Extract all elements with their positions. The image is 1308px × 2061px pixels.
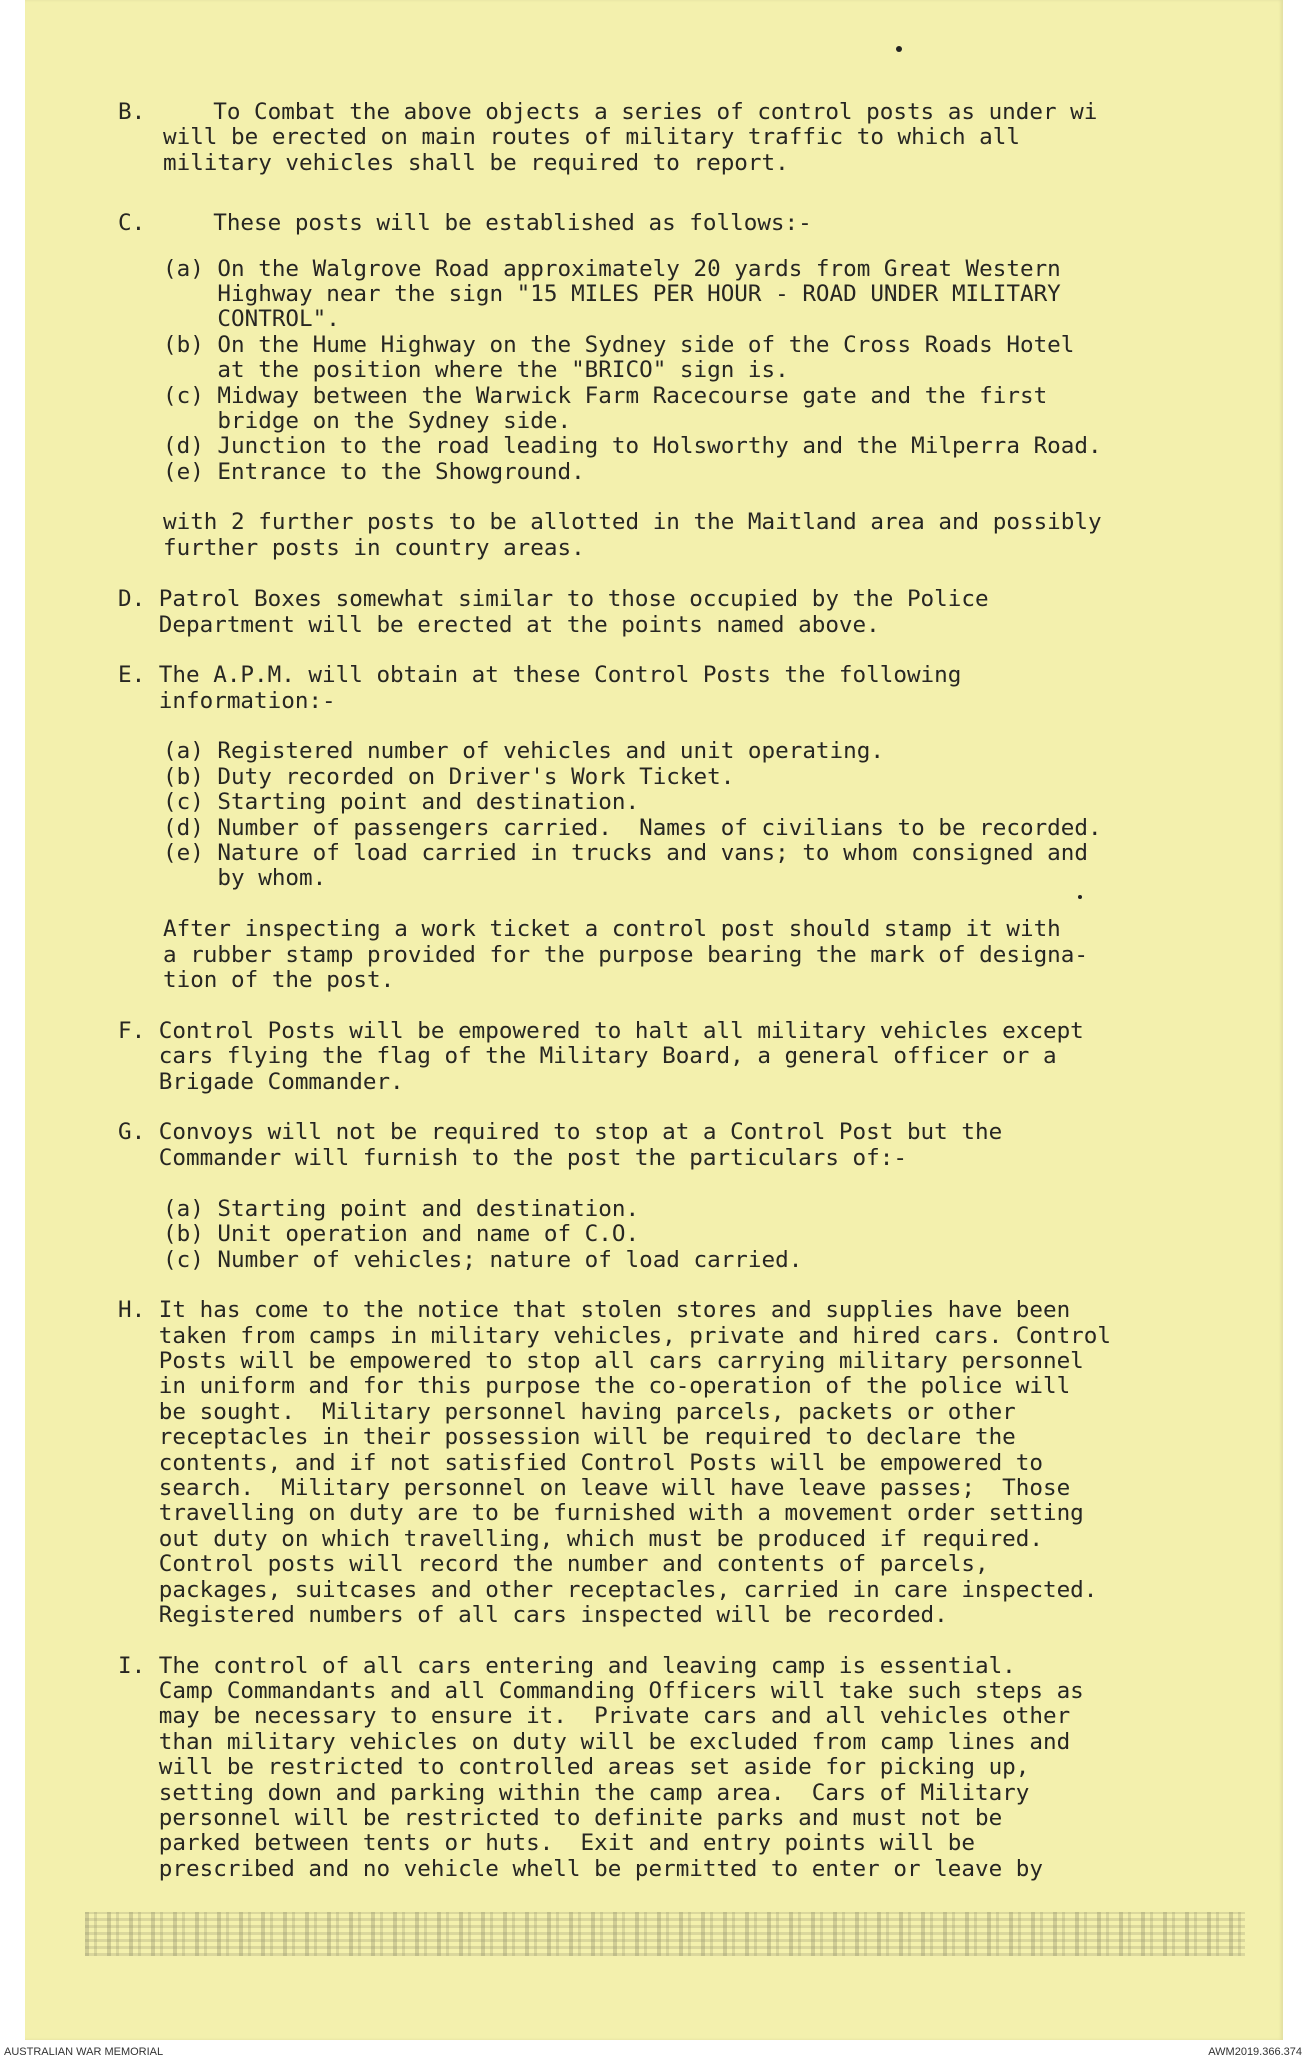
- document-line: a rubber stamp provided for the purpose bearing the mark of designa-: [163, 942, 1088, 968]
- document-line: B. To Combat the above objects a series of control posts as under wi: [118, 99, 1098, 125]
- document-line: bridge on the Sydney side.: [163, 408, 572, 434]
- document-line: out duty on which travelling, which must be produced if required.: [118, 1526, 1043, 1552]
- document-line: cars flying the flag of the Military Board, a general officer or a: [118, 1043, 1057, 1069]
- document-line: Control posts will record the number and contents of parcels,: [118, 1551, 989, 1577]
- footer-accession-number: AWM2019.366.374: [1208, 2046, 1302, 2058]
- document-line: at the position where the "BRICO" sign is.: [163, 357, 789, 383]
- document-line: parked between tents or huts. Exit and entry points will be: [118, 1830, 975, 1856]
- document-line: Camp Commandants and all Commanding Officers will take such steps as: [118, 1678, 1084, 1704]
- document-line: information:-: [118, 688, 336, 714]
- document-line: (a) Registered number of vehicles and unit operating.: [163, 738, 884, 764]
- document-line: CONTROL".: [163, 306, 340, 332]
- document-line: (b) On the Hume Highway on the Sydney side of the Cross Roads Hotel: [163, 332, 1075, 358]
- document-line: F. Control Posts will be empowered to halt all military vehicles except: [118, 1018, 1084, 1044]
- document-line: G. Convoys will not be required to stop at a Control Post but the: [118, 1119, 1003, 1145]
- document-line: E. The A.P.M. will obtain at these Control Posts the following: [118, 662, 962, 688]
- document-line: travelling on duty are to be furnished with a movement order setting: [118, 1500, 1084, 1526]
- document-line: Commander will furnish to the post the particulars of:-: [118, 1145, 907, 1171]
- document-line: prescribed and no vehicle whell be permitted to enter or leave by: [118, 1856, 1043, 1882]
- document-line: I. The control of all cars entering and leaving camp is essential.: [118, 1653, 1016, 1679]
- document-line: (d) Junction to the road leading to Holsworthy and the Milperra Road.: [163, 433, 1102, 459]
- ink-spot: [1078, 895, 1082, 899]
- document-line: taken from camps in military vehicles, private and hired cars. Control: [118, 1323, 1111, 1349]
- document-line: packages, suitcases and other receptacles, carried in care inspected.: [118, 1577, 1098, 1603]
- document-line: (d) Number of passengers carried. Names of civilians to be recorded.: [163, 815, 1102, 841]
- document-line: with 2 further posts to be allotted in the Maitland area and possibly: [163, 509, 1102, 535]
- document-line: (b) Unit operation and name of C.O.: [163, 1221, 640, 1247]
- document-line: H. It has come to the notice that stolen stores and supplies have been: [118, 1297, 1071, 1323]
- document-line: will be erected on main routes of military traffic to which all: [163, 124, 1020, 150]
- document-line: D. Patrol Boxes somewhat similar to those occupied by the Police: [118, 586, 989, 612]
- document-line: by whom.: [163, 865, 327, 891]
- document-line: contents, and if not satisfied Control Posts will be empowered to: [118, 1450, 1043, 1476]
- document-line: After inspecting a work ticket a control post should stamp it with: [163, 916, 1061, 942]
- document-line: (c) Midway between the Warwick Farm Racecourse gate and the first: [163, 383, 1048, 409]
- document-line: (e) Nature of load carried in trucks and vans; to whom consigned and: [163, 840, 1088, 866]
- document-line: Brigade Commander.: [118, 1069, 404, 1095]
- document-line: personnel will be restricted to definite parks and must not be: [118, 1805, 1003, 1831]
- document-line: may be necessary to ensure it. Private cars and all vehicles other: [118, 1703, 1071, 1729]
- document-line: (c) Number of vehicles; nature of load carried.: [163, 1247, 803, 1273]
- document-line: than military vehicles on duty will be excluded from camp lines and: [118, 1729, 1071, 1755]
- document-line: Highway near the sign "15 MILES PER HOUR - ROAD UNDER MILITARY: [163, 281, 1061, 307]
- ink-spot: [896, 46, 902, 52]
- document-line: setting down and parking within the camp area. Cars of Military: [118, 1780, 1030, 1806]
- document-line: be sought. Military personnel having parcels, packets or other: [118, 1399, 1016, 1425]
- document-line: C. These posts will be established as follows:-: [118, 210, 812, 236]
- torn-bottom-edge: [85, 1912, 1245, 1956]
- document-line: in uniform and for this purpose the co-operation of the police will: [118, 1373, 1071, 1399]
- footer-credit: AUSTRALIAN WAR MEMORIAL: [4, 2046, 164, 2058]
- document-line: (a) Starting point and destination.: [163, 1196, 640, 1222]
- document-line: (b) Duty recorded on Driver's Work Ticket.: [163, 764, 735, 790]
- document-line: Posts will be empowered to stop all cars carrying military personnel: [118, 1348, 1084, 1374]
- document-line: military vehicles shall be required to report.: [163, 150, 789, 176]
- document-line: further posts in country areas.: [163, 535, 585, 561]
- document-line: will be restricted to controlled areas set aside for picking up,: [118, 1754, 1030, 1780]
- document-line: tion of the post.: [163, 967, 395, 993]
- document-page: [25, 0, 1283, 2040]
- document-line: Registered numbers of all cars inspected will be recorded.: [118, 1602, 948, 1628]
- document-line: receptacles in their possession will be required to declare the: [118, 1424, 1016, 1450]
- document-line: (e) Entrance to the Showground.: [163, 459, 585, 485]
- document-line: Department will be erected at the points named above.: [118, 612, 880, 638]
- document-line: (a) On the Walgrove Road approximately 20 yards from Great Western: [163, 256, 1061, 282]
- document-line: (c) Starting point and destination.: [163, 789, 640, 815]
- document-line: search. Military personnel on leave will have leave passes; Those: [118, 1475, 1071, 1501]
